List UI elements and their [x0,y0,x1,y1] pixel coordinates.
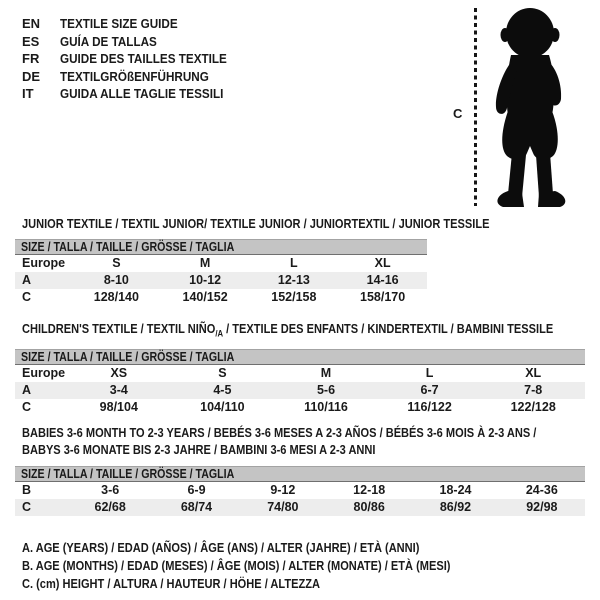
table-cell: XL [374,256,391,270]
table-cell: 6-9 [187,483,206,497]
table-row-europe [15,255,427,272]
row-label: C [22,290,32,304]
language-row-it [22,85,245,103]
toddler-silhouette-image [484,5,578,210]
table-cell: XS [110,366,128,380]
language-title: TEXTILGRÖßENFÜHRUNG [60,68,209,84]
table-row-age [15,382,585,399]
row-label: C [22,500,32,514]
size-header-bar: SIZE / TALLA / TAILLE / GRÖSSE / TAGLIA [15,349,585,365]
row-label: Europe [22,366,66,380]
table-cell: 110/116 [304,400,348,414]
table-row-height [15,499,585,516]
table-cell: 5-6 [316,383,336,397]
language-code: EN [22,16,41,31]
table-row-height [15,399,585,416]
table-cell: 7-8 [524,383,543,397]
table-cell: L [290,256,298,270]
language-row-es [22,33,245,51]
table-cell: 68/74 [180,500,213,514]
junior-size-table [15,239,427,306]
language-code: ES [22,33,40,49]
language-code: FR [22,51,40,66]
row-label: B [22,483,32,497]
legend-line-c: C. (cm) HEIGHT / ALTURA / HAUTEUR / HÖHE / ALTEZZA [22,576,320,591]
language-code: DE [22,68,41,84]
table-cell: 24-36 [525,483,558,497]
children-section-title: CHILDREN'S TEXTILE / TEXTIL $NIÑO_{/A}$ / TEXTILE DES ENFANTS / KINDERTEXTIL / BAMBINI TESSILE [22,321,554,339]
table-cell: 122/128 [510,400,556,414]
table-row-europe [15,365,585,382]
language-title: TEXTILE SIZE GUIDE [60,16,178,31]
language-row-de [22,68,245,86]
table-cell: 4-5 [213,383,232,397]
table-cell: 18-24 [439,483,472,497]
table-cell: 104/110 [200,400,245,414]
language-code: IT [22,86,34,101]
table-cell: 9-12 [270,483,296,497]
babies-size-table [15,466,585,516]
table-cell: 14-16 [366,273,399,287]
table-cell: 74/80 [267,500,299,514]
height-measure-dotted-line [474,8,477,206]
language-row-en [22,15,245,33]
language-row-fr [22,50,245,68]
table-cell: 10-12 [189,273,222,287]
table-cell: 86/92 [439,500,472,514]
table-cell: 6-7 [420,383,439,397]
legend [22,539,526,593]
table-cell: 128/140 [93,290,139,304]
row-label: A [22,383,32,397]
table-cell: 92/98 [526,500,558,514]
table-cell: 3-4 [109,383,128,397]
height-marker-label: C [453,106,463,121]
table-cell: L [425,366,434,380]
table-cell: 152/158 [271,290,317,304]
language-title-list [22,15,245,103]
row-label: A [22,273,32,287]
table-cell: 140/152 [182,290,228,304]
table-cell: 12-18 [353,483,386,497]
table-cell: XL [525,366,542,380]
row-label: Europe [22,256,66,270]
junior-section-title: JUNIOR TEXTILE / TEXTIL JUNIOR/ TEXTILE JUNIOR / JUNIORTEXTIL / JUNIOR TESSILE [22,216,490,231]
table-cell: 158/170 [360,290,406,304]
table-cell: 8-10 [103,273,129,287]
language-title: GUÍA DE TALLAS [60,33,157,49]
table-row-age-months [15,482,585,499]
legend-line-a: A. AGE (YEARS) / EDAD (AÑOS) / ÂGE (ANS) / ALTER (JAHRE) / ETÀ (ANNI) [22,540,420,555]
table-cell: 62/68 [94,500,126,514]
language-title: GUIDA ALLE TAGLIE TESSILI [60,86,224,101]
table-cell: 12-13 [277,273,310,287]
children-size-table [15,349,585,416]
table-cell: 80/86 [353,500,385,514]
babies-section-title-line2: BABYS 3-6 MONATE BIS 2-3 JAHRE / BAMBINI 3-6 MESI A 2-3 ANNI [22,442,376,457]
table-cell: S [112,256,121,270]
table-row-age [15,272,427,289]
title-subscript: /A [215,328,224,339]
table-cell: 98/104 [99,400,138,414]
babies-section-title-line1: BABIES 3-6 MONTH TO 2-3 YEARS / BEBÉS 3-6 MESES A 2-3 AÑOS / BÉBÉS 3-6 MOIS À 2-3 ANS / [22,425,537,440]
language-title: GUIDE DES TAILLES TEXTILE [60,51,227,66]
table-cell: 116/122 [407,400,452,414]
size-header-bar: SIZE / TALLA / TAILLE / GRÖSSE / TAGLIA [15,466,585,482]
legend-line-b: B. AGE (MONTHS) / EDAD (MESES) / ÂGE (MOIS) / ALTER (MONATE) / ETÀ (MESI) [22,558,451,573]
size-header-bar: SIZE / TALLA / TAILLE / GRÖSSE / TAGLIA [15,239,427,255]
table-cell: 3-6 [101,483,120,497]
row-label: C [22,400,32,414]
table-cell: S [218,366,227,380]
table-cell: M [199,256,211,270]
table-cell: M [320,366,332,380]
table-row-height [15,289,427,306]
